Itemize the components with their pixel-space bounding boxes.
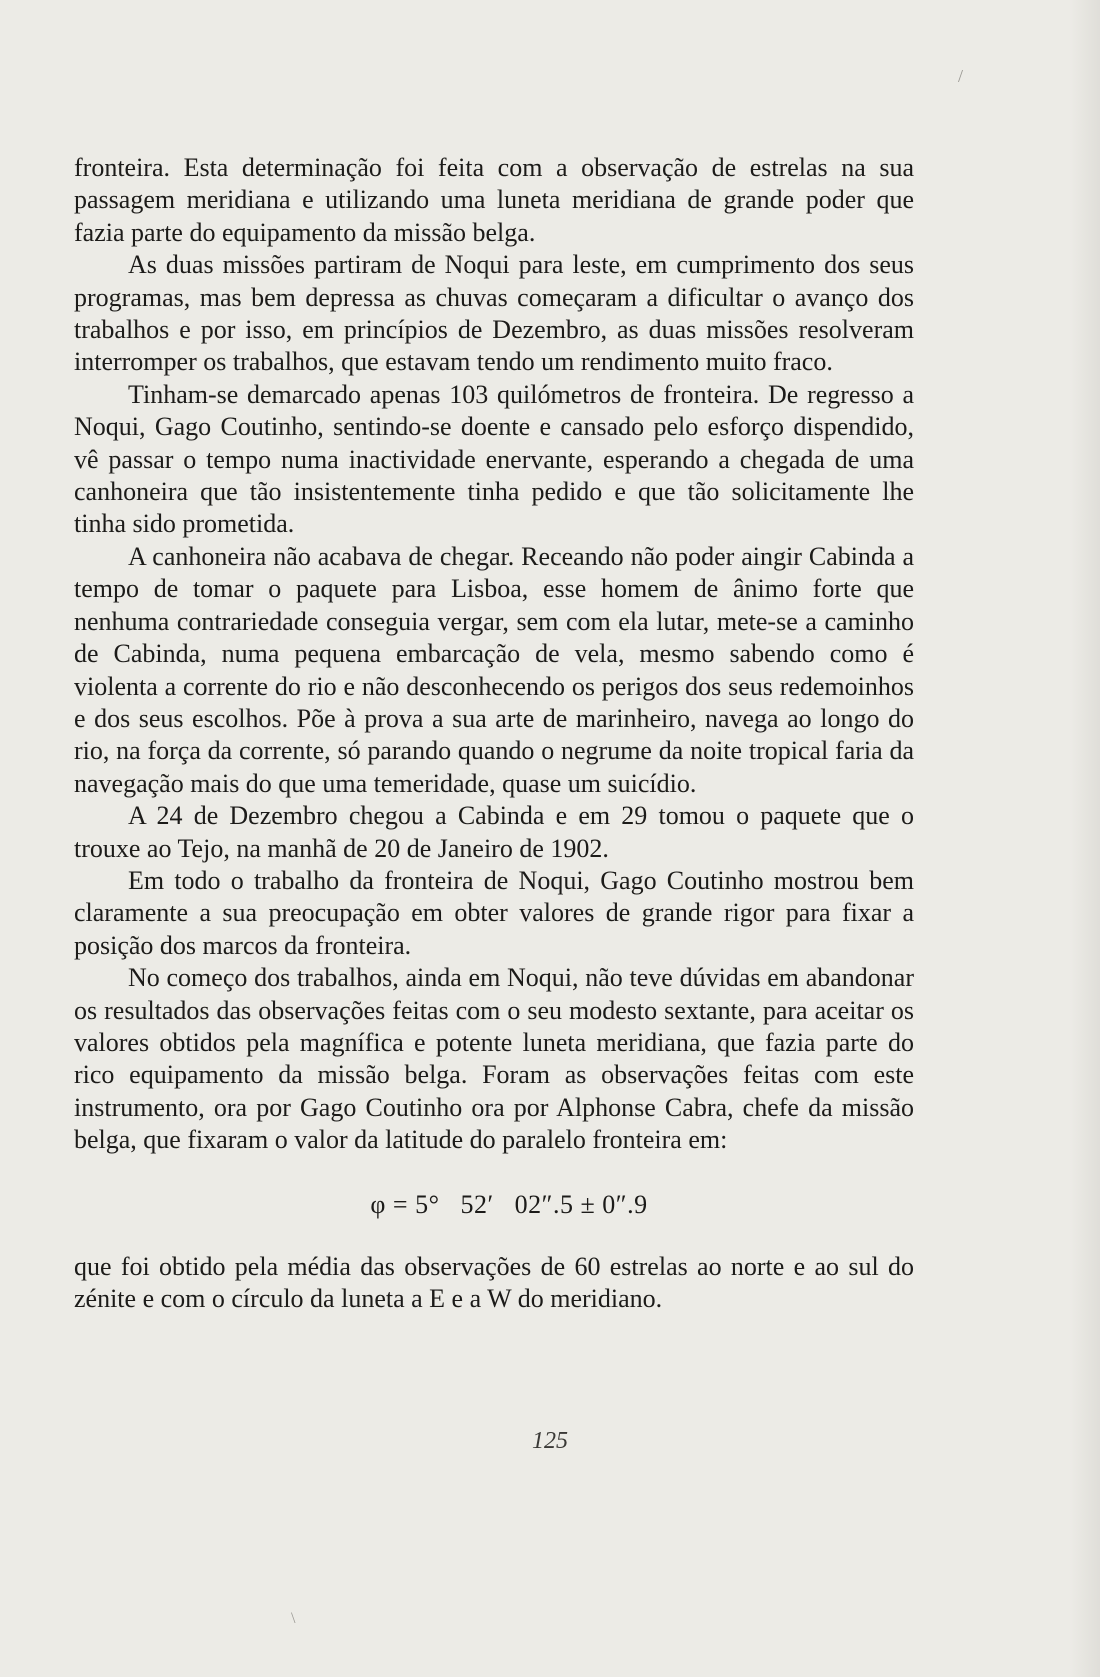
- page-edge-shadow: [1070, 0, 1100, 1677]
- paragraph-1: fronteira. Esta determinação foi feita com a observação de estrelas na sua passagem meridiana e utilizando uma luneta meridiana de grande poder que fazia parte do equipamento da missão belga.: [74, 153, 914, 247]
- paragraph-7: No começo dos trabalhos, ainda em Noqui, não teve dúvidas em abandonar os resultados das observações feitas com o seu modesto sextante, para aceitar os valores obtidos pela magnífica e potente luneta meridiana, que fazia parte do rico equipamento da missão belga. Foram as observações feitas com este instrumento, ora por Gago Coutinho ora por Alphonse Cabra, chefe da missão belga, que fixaram o valor da latitude do paralelo fronteira em:: [74, 963, 914, 1155]
- page-number: 125: [532, 1428, 568, 1454]
- pencil-mark: /: [958, 66, 964, 86]
- body-text: [74, 152, 914, 1315]
- paragraph-5: A 24 de Dezembro chegou a Cabinda e em 29 tomou o paquete que o trouxe ao Tejo, na manhã de 20 de Janeiro de 1902.: [74, 801, 914, 863]
- paragraph-6: Em todo o trabalho da fronteira de Noqui, Gago Coutinho mostrou bem claramente a sua preocupação em obter valores de grande rigor para fixar a posição dos marcos da fronteira.: [74, 865, 914, 960]
- paragraph-2: As duas missões partiram de Noqui para leste, em cumprimento dos seus programas, mas bem depressa as chuvas começaram a dificultar o avanço dos trabalhos e por isso, em princípios de Dezembro, as duas missões resolveram interromper os trabalhos, que estavam tendo um rendimento muito fraco.: [74, 250, 914, 377]
- paragraph-4: A canhoneira não acabava de chegar. Receando não poder aingir Cabinda a tempo de tomar o paquete para Lisboa, esse homem de ânimo forte que nenhuma contrariedade conseguia vergar, sem com ela lutar, mete-se a caminho de Cabinda, numa pequena embarcação de vela, mesmo sabendo como é violenta a corrente do rio e não desconhecendo os perigos dos seus redemoinhos e dos seus escolhos. Põe à prova a sua arte de marinheiro, navega ao longo do rio, na força da corrente, só parando quando o negrume da noite tropical faria da navegação mais do que uma temeridade, quase um suicídio.: [74, 541, 914, 798]
- pencil-mark: \: [291, 1610, 296, 1627]
- latitude-formula: φ = 5° 52′ 02″.5 ± 0″.9: [370, 1189, 648, 1219]
- paragraph-8: que foi obtido pela média das observações de 60 estrelas ao norte e ao sul do zénite e com o círculo da luneta a E e a W do meridiano.: [74, 1251, 914, 1313]
- paragraph-3: Tinham-se demarcado apenas 103 quilómetros de fronteira. De regresso a Noqui, Gago Coutinho, sentindo-se doente e cansado pelo esforço dispendido, vê passar o tempo numa inactividade enervante, esperando a chegada de uma canhoneira que tão insistentemente tinha pedido e que tão solicitamente lhe tinha sido prometida.: [74, 379, 914, 539]
